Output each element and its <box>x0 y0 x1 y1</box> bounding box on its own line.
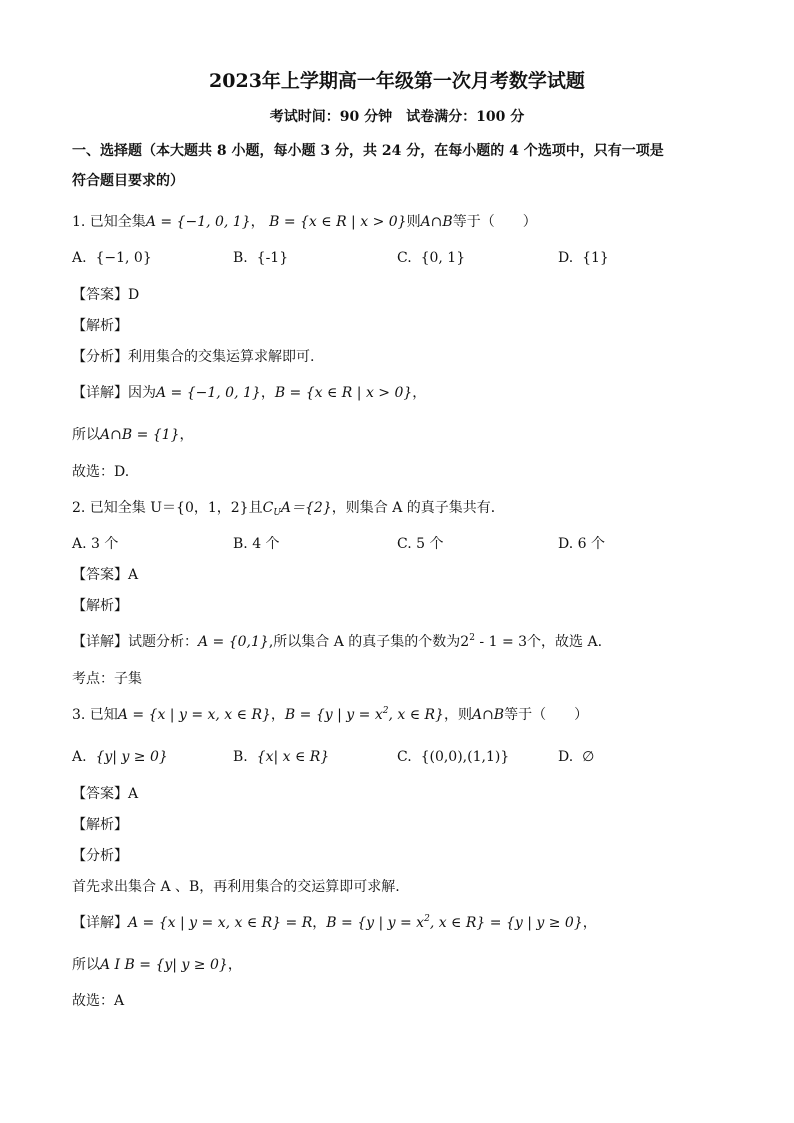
q3-stem-prefix: 3. 已知 <box>72 707 118 723</box>
option-label: D. <box>558 536 574 552</box>
option-label: C. <box>397 749 412 765</box>
q2-stem-suffix: ，则集合 A 的真子集共有． <box>331 500 505 516</box>
q1-xiangjie-sep: ， <box>260 385 275 401</box>
q2-xiangjie-end: 个，故选 A. <box>527 634 603 650</box>
q1-jiexi: 【解析】 <box>72 318 128 334</box>
q1-set-a: A = {−1, 0, 1} <box>145 214 251 230</box>
q3-stem-suffix: 等于（ ） <box>504 707 589 723</box>
q1-stem <box>72 212 537 232</box>
q2-complement-rest: A＝{2} <box>280 500 332 516</box>
q1-xiangjie-end: ， <box>412 385 427 401</box>
q3-expr: A∩B <box>471 707 505 723</box>
option-text: {−1, 0} <box>95 250 152 266</box>
option-label: B. <box>233 536 248 552</box>
option-text: 6 个 <box>577 536 605 552</box>
q1-answer: 【答案】D <box>72 287 140 303</box>
q1-guxuan: 故选：D. <box>72 464 130 480</box>
q1-suoyi-prefix: 所以 <box>72 427 100 443</box>
q1-xiangjie-prefix: 【详解】因为 <box>72 385 156 401</box>
q2-option-b <box>233 534 280 554</box>
q3-stem-mid: ，则 <box>443 707 472 723</box>
option-label: A. <box>72 749 87 765</box>
q2-xiangjie-expr: A = {0,1} <box>198 634 269 650</box>
q2-option-d <box>558 534 605 554</box>
option-text: {x| x ∈ R} <box>256 749 330 765</box>
q2-xiangjie-prefix: 【详解】试题分析： <box>72 634 198 650</box>
option-text: {y| y ≥ 0} <box>95 749 168 765</box>
option-label: D. <box>558 250 574 266</box>
section-heading-line1: 一、选择题（本大题共 8 小题，每小题 3 分，共 24 分，在每小题的 4 个选项中，只有一项是 <box>72 143 664 159</box>
q1-stem-prefix: 1. 已知全集 <box>72 214 146 230</box>
q2-power-base: 2 <box>460 634 470 650</box>
q1-stem-mid: 则 <box>406 214 421 230</box>
q3-set-b-post: , x ∈ R} <box>388 707 444 723</box>
option-text: {1} <box>582 250 609 266</box>
q3-sep: ， <box>270 707 285 723</box>
q2-xiangjie-mid: ,所以集合 A 的真子集的个数为 <box>268 634 461 650</box>
q1-set-b: B = {x ∈ R | x > 0} <box>269 214 407 230</box>
q3-fenxi: 【分析】 <box>72 848 128 864</box>
q1-xiangjie-set-a: A = {−1, 0, 1} <box>156 385 261 401</box>
option-label: A. <box>72 536 87 552</box>
q3-xiangjie-b-post: , x ∈ R} = {y | y ≥ 0} <box>429 915 583 931</box>
q1-stem-suffix: 等于（ ） <box>452 214 537 230</box>
option-text: 4 个 <box>252 536 280 552</box>
q3-jiexi: 【解析】 <box>72 817 128 833</box>
q3-guxuan: 故选：A <box>72 993 125 1009</box>
option-label: C. <box>397 536 412 552</box>
q2-option-a <box>72 534 118 554</box>
q1-suoyi-end: ， <box>179 427 194 443</box>
q3-option-b <box>233 747 329 767</box>
q3-answer: 【答案】A <box>72 786 139 802</box>
q3-xiangjie-end: ， <box>582 915 597 931</box>
q3-xiangjie-prefix: 【详解】 <box>72 915 128 931</box>
option-text: 3 个 <box>91 536 119 552</box>
q3-set-b-exp: 2 <box>382 706 389 716</box>
q2-kaodian: 考点：子集 <box>72 671 142 687</box>
q1-xiangjie-set-b: B = {x ∈ R | x > 0} <box>274 385 413 401</box>
q3-xiangjie-b-pre: B = {y | y = x <box>326 915 425 931</box>
q3-set-a: A = {x | y = x, x ∈ R} <box>117 707 271 723</box>
q2-complement: C <box>262 500 274 516</box>
q3-suoyi-prefix: 所以 <box>72 957 100 973</box>
q3-xiangjie-sep: ， <box>312 915 327 931</box>
option-text: ∅ <box>582 749 595 765</box>
q1-option-a <box>72 248 152 268</box>
option-label: B. <box>233 749 248 765</box>
q3-option-a <box>72 747 168 767</box>
q1-sep: ， <box>250 214 265 230</box>
section-heading-line2: 符合题目要求的） <box>72 173 184 189</box>
option-text: {(0,0),(1,1)} <box>420 749 510 765</box>
q1-option-c <box>397 248 465 268</box>
option-label: D. <box>558 749 574 765</box>
q3-stem <box>72 705 588 725</box>
option-label: A. <box>72 250 87 266</box>
option-text: {-1} <box>256 250 289 266</box>
q3-suoyi-expr: A I B = {y| y ≥ 0} <box>100 957 228 973</box>
q2-option-c <box>397 534 443 554</box>
q3-xiangjie <box>72 913 597 933</box>
q2-stem-prefix: 2. 已知全集 U＝{0，1，2}且 <box>72 500 263 516</box>
option-text: 5 个 <box>416 536 444 552</box>
q1-suoyi <box>72 425 193 445</box>
option-label: C. <box>397 250 412 266</box>
option-text: {0, 1} <box>420 250 466 266</box>
q3-set-b-pre: B = {y | y = x <box>284 707 383 723</box>
q1-fenxi: 【分析】利用集合的交集运算求解即可. <box>72 349 315 365</box>
q1-option-b <box>233 248 288 268</box>
q3-fenxi-body: 首先求出集合 A 、B，再利用集合的交运算即可求解. <box>72 879 400 895</box>
q2-complement-sub: U <box>273 508 281 518</box>
q2-power-rest: - 1 = 3 <box>474 634 528 650</box>
q2-jiexi: 【解析】 <box>72 598 128 614</box>
q2-power-exp: 2 <box>469 633 475 643</box>
q3-option-c <box>397 747 509 767</box>
q1-xiangjie <box>72 383 426 403</box>
q3-suoyi <box>72 955 242 975</box>
q1-option-d <box>558 248 609 268</box>
exam-title: 2023年上学期高一年级第一次月考数学试题 <box>209 70 585 92</box>
q2-answer: 【答案】A <box>72 567 139 583</box>
q3-xiangjie-set-a: A = {x | y = x, x ∈ R} = R <box>128 915 313 931</box>
q2-stem <box>72 498 505 518</box>
q1-expr: A∩B <box>420 214 453 230</box>
q3-suoyi-end: ， <box>227 957 242 973</box>
exam-subtitle: 考试时间：90 分钟 试卷满分：100 分 <box>269 109 525 125</box>
option-label: B. <box>233 250 248 266</box>
q1-suoyi-expr: A∩B = {1} <box>100 427 180 443</box>
q2-xiangjie <box>72 632 602 652</box>
q3-option-d <box>558 747 594 767</box>
q3-xiangjie-b-exp: 2 <box>424 914 430 924</box>
